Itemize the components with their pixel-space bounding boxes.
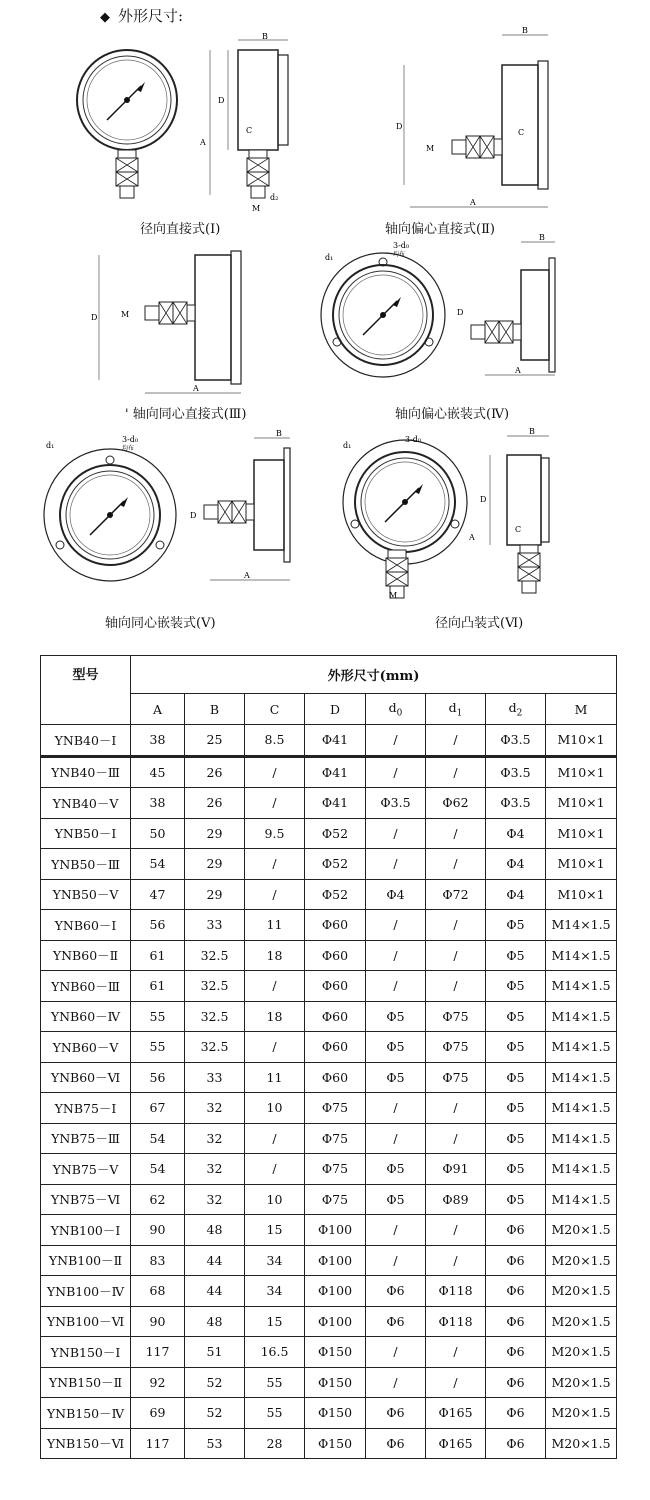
cell-d1: Φ165 — [426, 1428, 486, 1459]
cell-d0: / — [366, 971, 426, 1002]
dim-label-C: C — [518, 128, 525, 137]
cell-A: 55 — [131, 1001, 185, 1032]
cell-d2: Φ3.5 — [486, 788, 546, 819]
dim-label-D: D — [396, 122, 403, 131]
cell-d0: Φ6 — [366, 1428, 426, 1459]
dim-label-M: M — [121, 310, 130, 319]
cell-d2: Φ3.5 — [486, 756, 546, 788]
cell-d0: Φ5 — [366, 1001, 426, 1032]
dim-label-holes: 3-d₀ — [393, 241, 410, 250]
dim-label-B: B — [529, 427, 535, 436]
cell-C: 34 — [245, 1276, 305, 1307]
cell-C: / — [245, 788, 305, 819]
cell-A: 117 — [131, 1337, 185, 1368]
cell-C: 55 — [245, 1367, 305, 1398]
cell-d1: Φ72 — [426, 879, 486, 910]
cell-d0: Φ6 — [366, 1398, 426, 1429]
cell-d2: Φ5 — [486, 1032, 546, 1063]
table-row — [41, 818, 617, 849]
cell-model: YNB60－Ⅵ — [41, 1062, 131, 1093]
cell-d0: / — [366, 910, 426, 941]
cell-B: 29 — [185, 818, 245, 849]
cell-A: 47 — [131, 879, 185, 910]
cell-d1: Φ75 — [426, 1032, 486, 1063]
table-row — [41, 971, 617, 1002]
cell-B: 32.5 — [185, 1032, 245, 1063]
cell-d1: / — [426, 1123, 486, 1154]
cell-B: 53 — [185, 1428, 245, 1459]
cell-A: 54 — [131, 849, 185, 880]
cell-model: YNB60－Ⅲ — [41, 971, 131, 1002]
header-dimensions: 外形尺寸(mm) — [131, 656, 617, 694]
cell-C: 15 — [245, 1215, 305, 1246]
cell-D: Φ75 — [305, 1093, 366, 1124]
cell-model: YNB150－Ⅰ — [41, 1337, 131, 1368]
cell-B: 44 — [185, 1245, 245, 1276]
cell-C: / — [245, 879, 305, 910]
cell-d1: Φ89 — [426, 1184, 486, 1215]
cell-model: YNB40－Ⅰ — [41, 725, 131, 757]
cell-M: M14×1.5 — [546, 1001, 617, 1032]
cell-B: 33 — [185, 910, 245, 941]
cell-B: 29 — [185, 849, 245, 880]
cell-d0: Φ3.5 — [366, 788, 426, 819]
cell-B: 32.5 — [185, 1001, 245, 1032]
cell-A: 54 — [131, 1154, 185, 1185]
table-row — [41, 1001, 617, 1032]
cell-C: / — [245, 756, 305, 788]
dim-label-M: M — [389, 591, 398, 600]
cell-d0: / — [366, 756, 426, 788]
cell-D: Φ60 — [305, 1001, 366, 1032]
cell-A: 68 — [131, 1276, 185, 1307]
cell-model: YNB100－Ⅵ — [41, 1306, 131, 1337]
cell-d2: Φ5 — [486, 971, 546, 1002]
cell-A: 38 — [131, 725, 185, 757]
cell-D: Φ75 — [305, 1154, 366, 1185]
cell-model: YNB50－Ⅰ — [41, 818, 131, 849]
cell-d1: / — [426, 756, 486, 788]
cell-d0: Φ6 — [366, 1276, 426, 1307]
cell-d2: Φ6 — [486, 1337, 546, 1368]
cell-B: 32 — [185, 1154, 245, 1185]
cell-B: 32 — [185, 1123, 245, 1154]
cell-C: 11 — [245, 1062, 305, 1093]
cell-d2: Φ5 — [486, 1062, 546, 1093]
dim-label-M: M — [252, 204, 261, 213]
cell-d1: / — [426, 971, 486, 1002]
cell-A: 55 — [131, 1032, 185, 1063]
cell-M: M10×1 — [546, 849, 617, 880]
cell-d1: Φ91 — [426, 1154, 486, 1185]
cell-M: M14×1.5 — [546, 971, 617, 1002]
header-B: B — [185, 694, 245, 725]
cell-D: Φ100 — [305, 1276, 366, 1307]
cell-d1: Φ118 — [426, 1276, 486, 1307]
cell-D: Φ60 — [305, 971, 366, 1002]
table-row — [41, 1215, 617, 1246]
cell-C: / — [245, 849, 305, 880]
cell-B: 33 — [185, 1062, 245, 1093]
cell-d0: / — [366, 1123, 426, 1154]
table-row — [41, 1184, 617, 1215]
cell-d1: / — [426, 1245, 486, 1276]
cell-d2: Φ4 — [486, 849, 546, 880]
cell-d0: / — [366, 940, 426, 971]
cell-M: M14×1.5 — [546, 1093, 617, 1124]
cell-d1: / — [426, 849, 486, 880]
cell-B: 52 — [185, 1398, 245, 1429]
dim-label-D: D — [480, 495, 487, 504]
cell-d1: / — [426, 940, 486, 971]
cell-model: YNB40－Ⅴ — [41, 788, 131, 819]
cell-d2: Φ6 — [486, 1367, 546, 1398]
cell-d1: Φ62 — [426, 788, 486, 819]
cell-B: 29 — [185, 879, 245, 910]
table-row — [41, 1093, 617, 1124]
cell-D: Φ150 — [305, 1337, 366, 1368]
dim-label-B: B — [522, 26, 528, 35]
cell-B: 48 — [185, 1306, 245, 1337]
cell-d2: Φ4 — [486, 879, 546, 910]
cell-model: YNB75－Ⅲ — [41, 1123, 131, 1154]
cell-d0: / — [366, 1337, 426, 1368]
cell-B: 32.5 — [185, 940, 245, 971]
header-d2: $d_2$ — [486, 694, 546, 725]
table-row — [41, 1428, 617, 1459]
cell-A: 61 — [131, 940, 185, 971]
cell-M: M20×1.5 — [546, 1337, 617, 1368]
caption-fig3: ' 轴向同心直接式(Ⅲ) — [125, 407, 247, 422]
cell-D: Φ41 — [305, 725, 366, 757]
cell-d2: Φ5 — [486, 1093, 546, 1124]
figure-axial-eccentric-flush — [315, 233, 585, 385]
dim-label-B: B — [539, 233, 545, 242]
cell-d2: Φ6 — [486, 1276, 546, 1307]
header-model: 型号 — [41, 656, 131, 725]
cell-M: M10×1 — [546, 879, 617, 910]
figure-radial-direct — [70, 32, 310, 215]
cell-C: 55 — [245, 1398, 305, 1429]
cell-model: YNB60－Ⅳ — [41, 1001, 131, 1032]
cell-D: Φ100 — [305, 1215, 366, 1246]
cell-A: 83 — [131, 1245, 185, 1276]
cell-B: 32 — [185, 1093, 245, 1124]
cell-model: YNB60－Ⅴ — [41, 1032, 131, 1063]
cell-B: 44 — [185, 1276, 245, 1307]
cell-M: M20×1.5 — [546, 1306, 617, 1337]
header-C: C — [245, 694, 305, 725]
cell-d2: Φ5 — [486, 1123, 546, 1154]
cell-A: 67 — [131, 1093, 185, 1124]
cell-d1: / — [426, 1093, 486, 1124]
cell-M: M14×1.5 — [546, 1154, 617, 1185]
cell-d1: Φ118 — [426, 1306, 486, 1337]
cell-d0: Φ6 — [366, 1306, 426, 1337]
cell-d0: / — [366, 725, 426, 757]
cell-C: 18 — [245, 940, 305, 971]
cell-M: M20×1.5 — [546, 1276, 617, 1307]
dim-label-A: A — [193, 384, 199, 393]
cell-A: 45 — [131, 756, 185, 788]
table-row — [41, 725, 617, 757]
dim-label-d1: d₁ — [343, 441, 352, 450]
caption-fig5: 轴向同心嵌装式(Ⅴ) — [105, 616, 216, 631]
header-D: D — [305, 694, 366, 725]
dim-label-even: 均布 — [393, 251, 406, 258]
dim-label-B: B — [262, 32, 268, 41]
cell-D: Φ60 — [305, 940, 366, 971]
cell-d1: / — [426, 1367, 486, 1398]
cell-C: 9.5 — [245, 818, 305, 849]
cell-D: Φ150 — [305, 1398, 366, 1429]
cell-C: 15 — [245, 1306, 305, 1337]
dim-label-A: A — [470, 198, 476, 207]
cell-d2: Φ4 — [486, 818, 546, 849]
cell-C: 28 — [245, 1428, 305, 1459]
cell-M: M10×1 — [546, 725, 617, 757]
cell-C: 16.5 — [245, 1337, 305, 1368]
cell-M: M14×1.5 — [546, 1032, 617, 1063]
cell-d1: Φ75 — [426, 1001, 486, 1032]
cell-d0: / — [366, 1215, 426, 1246]
cell-D: Φ75 — [305, 1184, 366, 1215]
cell-B: 25 — [185, 725, 245, 757]
table-row — [41, 940, 617, 971]
table-row — [41, 1032, 617, 1063]
cell-C: / — [245, 1154, 305, 1185]
table-row — [41, 1337, 617, 1368]
caption-fig1: 径向直接式(Ⅰ) — [140, 222, 221, 237]
dim-label-D: D — [91, 313, 98, 322]
cell-B: 52 — [185, 1367, 245, 1398]
cell-C: / — [245, 1032, 305, 1063]
cell-d1: / — [426, 725, 486, 757]
diamond-bullet-icon: ◆ — [100, 10, 110, 25]
cell-M: M14×1.5 — [546, 1123, 617, 1154]
cell-d0: Φ5 — [366, 1032, 426, 1063]
cell-d0: / — [366, 849, 426, 880]
table-row — [41, 1062, 617, 1093]
table-row — [41, 1398, 617, 1429]
cell-A: 38 — [131, 788, 185, 819]
section-heading — [100, 5, 183, 26]
cell-A: 90 — [131, 1306, 185, 1337]
cell-model: YNB75－Ⅰ — [41, 1093, 131, 1124]
table-row — [41, 1123, 617, 1154]
dim-label-A: A — [469, 533, 475, 542]
dim-label-d1: d₁ — [325, 253, 334, 262]
cell-model: YNB40－Ⅲ — [41, 756, 131, 788]
dim-label-holes: 3-d₀ — [122, 435, 139, 444]
cell-model: YNB60－Ⅱ — [41, 940, 131, 971]
table-row — [41, 849, 617, 880]
cell-model: YNB150－Ⅳ — [41, 1398, 131, 1429]
cell-M: M10×1 — [546, 756, 617, 788]
cell-D: Φ150 — [305, 1428, 366, 1459]
table-row — [41, 1306, 617, 1337]
figure-axial-concentric-flush — [40, 430, 310, 595]
cell-d2: Φ6 — [486, 1245, 546, 1276]
cell-d0: Φ5 — [366, 1184, 426, 1215]
cell-C: / — [245, 971, 305, 1002]
cell-B: 51 — [185, 1337, 245, 1368]
dimension-table — [40, 655, 617, 1459]
cell-C: / — [245, 1123, 305, 1154]
cell-d2: Φ5 — [486, 910, 546, 941]
cell-model: YNB100－Ⅱ — [41, 1245, 131, 1276]
cell-model: YNB150－Ⅱ — [41, 1367, 131, 1398]
cell-model: YNB75－Ⅵ — [41, 1184, 131, 1215]
cell-M: M20×1.5 — [546, 1398, 617, 1429]
cell-d0: / — [366, 1093, 426, 1124]
cell-d1: / — [426, 1337, 486, 1368]
cell-A: 90 — [131, 1215, 185, 1246]
caption-fig4: 轴向偏心嵌装式(Ⅳ) — [395, 407, 510, 422]
table-row — [41, 910, 617, 941]
cell-D: Φ150 — [305, 1367, 366, 1398]
cell-d0: / — [366, 818, 426, 849]
cell-B: 26 — [185, 756, 245, 788]
dim-label-A: A — [200, 138, 206, 147]
table-row — [41, 1154, 617, 1185]
dim-label-d1: d₁ — [46, 441, 55, 450]
cell-A: 117 — [131, 1428, 185, 1459]
cell-d0: / — [366, 1367, 426, 1398]
caption-fig2: 轴向偏心直接式(Ⅱ) — [385, 222, 495, 237]
cell-D: Φ100 — [305, 1306, 366, 1337]
cell-D: Φ60 — [305, 1062, 366, 1093]
cell-d1: / — [426, 910, 486, 941]
table-row — [41, 879, 617, 910]
cell-d2: Φ6 — [486, 1215, 546, 1246]
cell-model: YNB50－Ⅴ — [41, 879, 131, 910]
table-row — [41, 788, 617, 819]
header-A: A — [131, 694, 185, 725]
cell-model: YNB75－Ⅴ — [41, 1154, 131, 1185]
cell-M: M20×1.5 — [546, 1215, 617, 1246]
cell-M: M14×1.5 — [546, 910, 617, 941]
cell-D: Φ60 — [305, 1032, 366, 1063]
dim-label-D: D — [190, 511, 197, 520]
table-row — [41, 1245, 617, 1276]
cell-d1: Φ165 — [426, 1398, 486, 1429]
table-row — [41, 1276, 617, 1307]
cell-D: Φ52 — [305, 849, 366, 880]
cell-B: 26 — [185, 788, 245, 819]
cell-d0: Φ4 — [366, 879, 426, 910]
dim-label-A: A — [244, 571, 250, 580]
cell-d2: Φ5 — [486, 940, 546, 971]
cell-D: Φ41 — [305, 756, 366, 788]
cell-C: 34 — [245, 1245, 305, 1276]
dim-label-B: B — [276, 429, 282, 438]
caption-fig6: 径向凸装式(Ⅵ) — [435, 616, 524, 631]
cell-C: 8.5 — [245, 725, 305, 757]
cell-d2: Φ5 — [486, 1184, 546, 1215]
cell-d2: Φ6 — [486, 1306, 546, 1337]
cell-M: M20×1.5 — [546, 1245, 617, 1276]
figure-radial-projecting — [335, 427, 575, 605]
cell-A: 92 — [131, 1367, 185, 1398]
cell-model: YNB100－Ⅳ — [41, 1276, 131, 1307]
cell-M: M10×1 — [546, 788, 617, 819]
cell-M: M10×1 — [546, 818, 617, 849]
cell-d2: Φ3.5 — [486, 725, 546, 757]
section-title: 外形尺寸: — [118, 7, 184, 25]
cell-d0: / — [366, 1245, 426, 1276]
cell-B: 32.5 — [185, 971, 245, 1002]
cell-M: M14×1.5 — [546, 1184, 617, 1215]
cell-A: 69 — [131, 1398, 185, 1429]
cell-model: YNB50－Ⅲ — [41, 849, 131, 880]
cell-A: 61 — [131, 971, 185, 1002]
cell-B: 32 — [185, 1184, 245, 1215]
cell-M: M20×1.5 — [546, 1428, 617, 1459]
cell-D: Φ75 — [305, 1123, 366, 1154]
cell-d2: Φ5 — [486, 1001, 546, 1032]
dim-label-C: C — [515, 525, 522, 534]
cell-A: 54 — [131, 1123, 185, 1154]
cell-B: 48 — [185, 1215, 245, 1246]
cell-A: 56 — [131, 910, 185, 941]
figure-axial-concentric-direct — [85, 245, 255, 400]
table-row — [41, 756, 617, 788]
cell-C: 10 — [245, 1093, 305, 1124]
dim-label-D: D — [218, 96, 225, 105]
cell-C: 11 — [245, 910, 305, 941]
cell-d2: Φ6 — [486, 1398, 546, 1429]
cell-C: 18 — [245, 1001, 305, 1032]
cell-d1: Φ75 — [426, 1062, 486, 1093]
cell-model: YNB100－Ⅰ — [41, 1215, 131, 1246]
cell-A: 56 — [131, 1062, 185, 1093]
cell-A: 62 — [131, 1184, 185, 1215]
dim-label-M: M — [426, 144, 435, 153]
cell-C: 10 — [245, 1184, 305, 1215]
cell-D: Φ100 — [305, 1245, 366, 1276]
cell-D: Φ52 — [305, 879, 366, 910]
cell-d0: Φ5 — [366, 1154, 426, 1185]
dim-label-A: A — [515, 366, 521, 375]
cell-d1: / — [426, 1215, 486, 1246]
cell-model: YNB150－Ⅵ — [41, 1428, 131, 1459]
cell-M: M14×1.5 — [546, 940, 617, 971]
header-M: M — [546, 694, 617, 725]
figure-axial-eccentric-direct — [390, 26, 580, 215]
cell-d0: Φ5 — [366, 1062, 426, 1093]
cell-model: YNB60－Ⅰ — [41, 910, 131, 941]
cell-D: Φ52 — [305, 818, 366, 849]
dim-label-even: 均布 — [122, 445, 135, 452]
cell-A: 50 — [131, 818, 185, 849]
cell-d2: Φ6 — [486, 1428, 546, 1459]
dim-label-D: D — [457, 308, 464, 317]
cell-d2: Φ5 — [486, 1154, 546, 1185]
cell-D: Φ41 — [305, 788, 366, 819]
cell-M: M20×1.5 — [546, 1367, 617, 1398]
header-d0: $d_0$ — [366, 694, 426, 725]
dim-label-C: C — [246, 126, 253, 135]
table-row — [41, 1367, 617, 1398]
header-d1: $d_1$ — [426, 694, 486, 725]
cell-M: M14×1.5 — [546, 1062, 617, 1093]
dim-label-holes: 3-d₀ — [405, 435, 422, 444]
dim-label-d2: d₂ — [270, 193, 279, 202]
cell-d1: / — [426, 818, 486, 849]
cell-D: Φ60 — [305, 910, 366, 941]
